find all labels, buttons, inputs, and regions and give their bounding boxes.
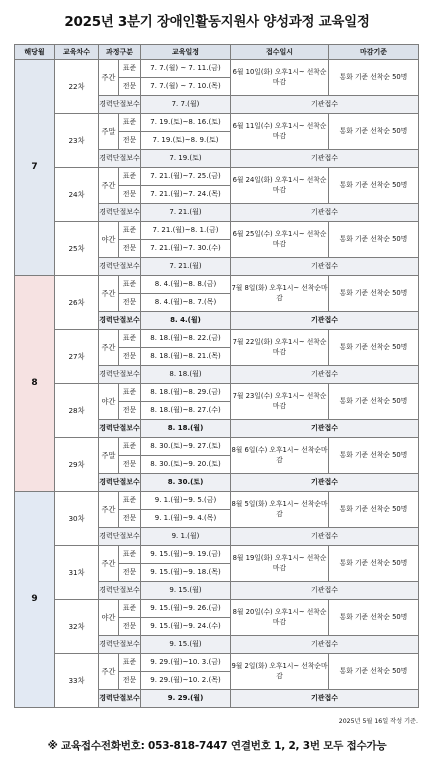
specialized-schedule: 7. 7.(월) ~ 7. 10.(목): [141, 78, 231, 96]
session-number: 28차: [55, 384, 99, 438]
course-specialized-label: 전문: [119, 672, 141, 690]
receipt-datetime: 8월 6일(수) 오후1시~ 선착순마감: [231, 438, 329, 474]
course-standard-label: 표준: [119, 384, 141, 402]
session-number: 31차: [55, 546, 99, 600]
course-standard-label: 표준: [119, 276, 141, 294]
course-standard-label: 표준: [119, 222, 141, 240]
career-gap-date: 7. 21.(월): [141, 258, 231, 276]
month-cell: 8: [15, 276, 55, 492]
deadline-basis: 통화 기준 선착순 50명: [329, 654, 419, 690]
career-gap-date: 9. 29.(월): [141, 690, 231, 708]
specialized-schedule: 7. 21.(월)~7. 24.(목): [141, 186, 231, 204]
agency-receipt-label: 기관접수: [231, 636, 419, 654]
session-row-standard: [15, 276, 419, 294]
standard-schedule: 7. 21.(월)~8. 1.(금): [141, 222, 231, 240]
receipt-datetime: 6월 11일(수) 오후1시~ 선착순마감: [231, 114, 329, 150]
session-number: 24차: [55, 168, 99, 222]
course-standard-label: 표준: [119, 546, 141, 564]
session-type: 주간: [99, 492, 119, 528]
specialized-schedule: 9. 1.(월)~9. 4.(목): [141, 510, 231, 528]
session-row-standard: [15, 114, 419, 132]
session-number: 27차: [55, 330, 99, 384]
agency-receipt-label: 기관접수: [231, 420, 419, 438]
session-row-standard: [15, 60, 419, 78]
session-number: 33차: [55, 654, 99, 708]
agency-receipt-label: 기관접수: [231, 204, 419, 222]
career-gap-label: 경력단절보수: [99, 636, 141, 654]
career-gap-date: 7. 7.(월): [141, 96, 231, 114]
specialized-schedule: 9. 15.(월)~9. 24.(수): [141, 618, 231, 636]
receipt-datetime: 9월 2일(화) 오후1시~ 선착순마감: [231, 654, 329, 690]
career-gap-label: 경력단절보수: [99, 96, 141, 114]
standard-schedule: 9. 15.(월)~9. 19.(금): [141, 546, 231, 564]
career-gap-label: 경력단절보수: [99, 582, 141, 600]
specialized-schedule: 8. 4.(월)~8. 7.(목): [141, 294, 231, 312]
deadline-basis: 통화 기준 선착순 50명: [329, 60, 419, 96]
course-standard-label: 표준: [119, 60, 141, 78]
month-cell: 9: [15, 492, 55, 708]
session-type: 주말: [99, 438, 119, 474]
career-gap-label: 경력단절보수: [99, 366, 141, 384]
schedule-table: [14, 44, 419, 708]
month-cell: 7: [15, 60, 55, 276]
standard-schedule: 9. 15.(월)~9. 26.(금): [141, 600, 231, 618]
course-standard-label: 표준: [119, 168, 141, 186]
header-course-type: 과정구분: [99, 45, 141, 60]
session-type: 야간: [99, 384, 119, 420]
standard-schedule: 7. 19.(토)~8. 16.(토): [141, 114, 231, 132]
course-standard-label: 표준: [119, 114, 141, 132]
agency-receipt-label: 기관접수: [231, 582, 419, 600]
session-row-standard: [15, 222, 419, 240]
session-row-standard: [15, 384, 419, 402]
specialized-schedule: 7. 21.(월)~7. 30.(수): [141, 240, 231, 258]
career-gap-label: 경력단절보수: [99, 150, 141, 168]
standard-schedule: 8. 4.(월)~8. 8.(금): [141, 276, 231, 294]
career-gap-label: 경력단절보수: [99, 690, 141, 708]
session-row-standard: [15, 654, 419, 672]
deadline-basis: 통화 기준 선착순 50명: [329, 330, 419, 366]
course-specialized-label: 전문: [119, 186, 141, 204]
session-type: 주간: [99, 168, 119, 204]
standard-schedule: 8. 30.(토)~9. 27.(토): [141, 438, 231, 456]
career-gap-date: 7. 19.(토): [141, 150, 231, 168]
standard-schedule: 9. 29.(월)~10. 3.(금): [141, 654, 231, 672]
table-header-row: [15, 45, 419, 60]
agency-receipt-label: 기관접수: [231, 150, 419, 168]
table-body: [15, 60, 419, 708]
written-date-note: 2025년 5월 16일 작성 기준.: [338, 718, 418, 725]
receipt-datetime: 7월 22일(화) 오후1시~ 선착순마감: [231, 330, 329, 366]
session-type: 야간: [99, 222, 119, 258]
specialized-schedule: 8. 18.(월)~8. 27.(수): [141, 402, 231, 420]
deadline-basis: 통화 기준 선착순 50명: [329, 492, 419, 528]
career-gap-date: 9. 15.(월): [141, 636, 231, 654]
receipt-datetime: 8월 5일(화) 오후1시~ 선착순마감: [231, 492, 329, 528]
course-specialized-label: 전문: [119, 132, 141, 150]
standard-schedule: 8. 18.(월)~8. 22.(금): [141, 330, 231, 348]
course-specialized-label: 전문: [119, 618, 141, 636]
career-gap-label: 경력단절보수: [99, 420, 141, 438]
course-specialized-label: 전문: [119, 78, 141, 96]
career-gap-label: 경력단절보수: [99, 204, 141, 222]
receipt-datetime: 7월 23일(수) 오후1시~ 선착순마감: [231, 384, 329, 420]
session-number: 25차: [55, 222, 99, 276]
session-type: 주말: [99, 114, 119, 150]
career-gap-date: 9. 1.(월): [141, 528, 231, 546]
career-gap-date: 8. 30.(토): [141, 474, 231, 492]
session-row-standard: [15, 546, 419, 564]
career-gap-label: 경력단절보수: [99, 258, 141, 276]
course-specialized-label: 전문: [119, 348, 141, 366]
career-gap-label: 경력단절보수: [99, 474, 141, 492]
course-specialized-label: 전문: [119, 564, 141, 582]
agency-receipt-label: 기관접수: [231, 366, 419, 384]
session-number: 32차: [55, 600, 99, 654]
career-gap-date: 7. 21.(월): [141, 204, 231, 222]
session-row-standard: [15, 492, 419, 510]
course-specialized-label: 전문: [119, 402, 141, 420]
course-standard-label: 표준: [119, 330, 141, 348]
session-number: 23차: [55, 114, 99, 168]
contact-phone-line: ※ 교육접수전화번호: 053-818-7447 연결번호 1, 2, 3번 모두 접수가능: [47, 740, 387, 752]
course-standard-label: 표준: [119, 492, 141, 510]
specialized-schedule: 7. 19.(토)~8. 9.(토): [141, 132, 231, 150]
receipt-datetime: 8월 20일(수) 오후1시~ 선착순마감: [231, 600, 329, 636]
session-type: 주간: [99, 654, 119, 690]
session-row-standard: [15, 168, 419, 186]
course-specialized-label: 전문: [119, 240, 141, 258]
session-row-standard: [15, 330, 419, 348]
header-month: 해당월: [15, 45, 55, 60]
specialized-schedule: 8. 30.(토)~9. 20.(토): [141, 456, 231, 474]
deadline-basis: 통화 기준 선착순 50명: [329, 546, 419, 582]
course-specialized-label: 전문: [119, 456, 141, 474]
specialized-schedule: 9. 15.(월)~9. 18.(목): [141, 564, 231, 582]
course-standard-label: 표준: [119, 654, 141, 672]
session-number: 26차: [55, 276, 99, 330]
career-gap-label: 경력단절보수: [99, 528, 141, 546]
course-standard-label: 표준: [119, 600, 141, 618]
career-gap-date: 8. 18.(월): [141, 366, 231, 384]
standard-schedule: 9. 1.(월)~9. 5.(금): [141, 492, 231, 510]
deadline-basis: 통화 기준 선착순 50명: [329, 600, 419, 636]
agency-receipt-label: 기관접수: [231, 96, 419, 114]
receipt-datetime: 8월 19일(화) 오후1시~ 선착순마감: [231, 546, 329, 582]
session-number: 22차: [55, 60, 99, 114]
session-number: 29차: [55, 438, 99, 492]
specialized-schedule: 8. 18.(월)~8. 21.(목): [141, 348, 231, 366]
standard-schedule: 7. 21.(월)~7. 25.(금): [141, 168, 231, 186]
session-row-standard: [15, 600, 419, 618]
session-row-standard: [15, 438, 419, 456]
session-type: 야간: [99, 600, 119, 636]
career-gap-label: 경력단절보수: [99, 312, 141, 330]
agency-receipt-label: 기관접수: [231, 258, 419, 276]
specialized-schedule: 9. 29.(월)~10. 2.(목): [141, 672, 231, 690]
session-type: 주간: [99, 60, 119, 96]
deadline-basis: 통화 기준 선착순 50명: [329, 222, 419, 258]
course-specialized-label: 전문: [119, 510, 141, 528]
deadline-basis: 통화 기준 선착순 50명: [329, 168, 419, 204]
receipt-datetime: 6월 24일(화) 오후1시~ 선착순마감: [231, 168, 329, 204]
deadline-basis: 통화 기준 선착순 50명: [329, 276, 419, 312]
receipt-datetime: 6월 25일(수) 오후1시~ 선착순마감: [231, 222, 329, 258]
receipt-datetime: 7월 8일(화) 오후1시~ 선착순마감: [231, 276, 329, 312]
agency-receipt-label: 기관접수: [231, 474, 419, 492]
header-basis: 마감기준: [329, 45, 419, 60]
session-type: 주간: [99, 276, 119, 312]
standard-schedule: 7. 7.(월) ~ 7. 11.(금): [141, 60, 231, 78]
header-receipt: 접수일시: [231, 45, 329, 60]
header-session: 교육차수: [55, 45, 99, 60]
course-standard-label: 표준: [119, 438, 141, 456]
deadline-basis: 통화 기준 선착순 50명: [329, 114, 419, 150]
receipt-datetime: 6월 10일(화) 오후1시~ 선착순마감: [231, 60, 329, 96]
deadline-basis: 통화 기준 선착순 50명: [329, 438, 419, 474]
session-type: 주간: [99, 546, 119, 582]
career-gap-date: 8. 4.(월): [141, 312, 231, 330]
session-type: 주간: [99, 330, 119, 366]
page-title: 2025년 3분기 장애인활동지원사 양성과정 교육일정: [64, 14, 370, 30]
agency-receipt-label: 기관접수: [231, 312, 419, 330]
agency-receipt-label: 기관접수: [231, 690, 419, 708]
career-gap-date: 8. 18.(월): [141, 420, 231, 438]
deadline-basis: 통화 기준 선착순 50명: [329, 384, 419, 420]
header-schedule: 교육일정: [141, 45, 231, 60]
session-number: 30차: [55, 492, 99, 546]
career-gap-date: 9. 15.(월): [141, 582, 231, 600]
standard-schedule: 8. 18.(월)~8. 29.(금): [141, 384, 231, 402]
course-specialized-label: 전문: [119, 294, 141, 312]
agency-receipt-label: 기관접수: [231, 528, 419, 546]
